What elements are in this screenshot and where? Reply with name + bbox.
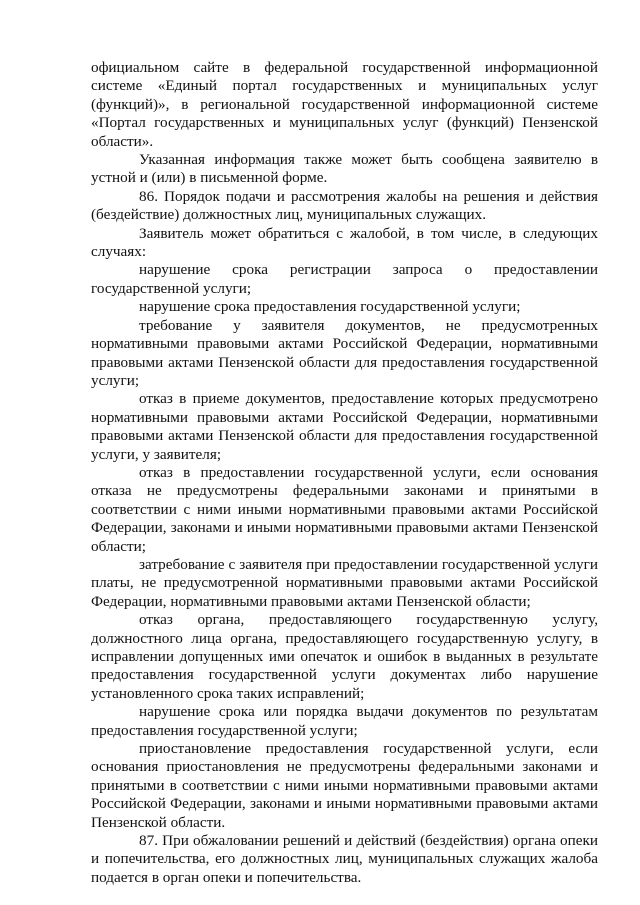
document-page: [91, 59, 598, 887]
list-item-service-refusal: отказ в предоставлении государственной услуги, если основания отказа не предусмотрены федеральными законами и принятыми в соответствии с ними иными нормативными правовыми актами Российской Федерации, законами и иными нормативными правовыми актами Пензенской области;: [91, 463, 598, 555]
list-item-fee-demand: затребование с заявителя при предоставлении государственной услуги платы, не предусмотренной нормативными правовыми актами Российской Федерации, нормативными правовыми актами Пензенской области;: [91, 555, 598, 610]
list-item-term-violation: нарушение срока предоставления государственной услуги;: [139, 298, 521, 316]
list-item-registration-violation: нарушение срока регистрации запроса о предоставлении государственной услуги;: [91, 261, 598, 297]
list-item-correction-refusal: отказ органа, предоставляющего государственную услугу, должностного лица органа, предоставляющего государственную услугу, в исправлении допущенных ими опечаток и ошибок в выданных в результате предоставления государственной услуги документах либо нарушение установленного срока таких исправлений;: [91, 611, 598, 702]
paragraph-info-notice: Указанная информация также может быть сообщена заявителю в устной и (или) в письменной форме.: [91, 151, 598, 187]
list-item-suspension: приостановление предоставления государственной услуги, если основания приостановления не предусмотрены федеральными законами и принятыми в соответствии с ними иными нормативными правовыми актами Российской Федерации, законами и иными нормативными правовыми актами Пензенской области.: [91, 740, 598, 831]
paragraph-complaint-cases: Заявитель может обратиться с жалобой, в том числе, в следующих случаях:: [91, 224, 598, 261]
list-item-document-requirement: требование у заявителя документов, не предусмотренных нормативными правовыми актами Российской Федерации, нормативными правовыми актами Пензенской области для предоставления государственной услуги;: [91, 316, 598, 389]
list-item-issuance-violation: нарушение срока или порядка выдачи документов по результатам предоставления государственной услуги;: [91, 703, 598, 739]
paragraph-item-87: 87. При обжаловании решений и действий (бездействия) органа опеки и попечительства, его должностных лиц, муниципальных служащих жалоба подается в орган опеки и попечительства.: [91, 832, 598, 886]
paragraph-item-86: 86. Порядок подачи и рассмотрения жалобы на решения и действия (бездействие) должностных лиц, муниципальных служащих.: [91, 187, 598, 224]
paragraph-continuation: официальном сайте в федеральной государственной информационной системе «Единый портал государственных и муниципальных услуг (функций)», в региональной государственной информационной системе «Портал государственных и муниципальных услуг (функций) Пензенской области».: [91, 59, 598, 150]
list-item-acceptance-refusal: отказ в приеме документов, предоставление которых предусмотрено нормативными правовыми актами Российской Федерации, нормативными правовыми актами Пензенской области для предоставления государственной услуги, у заявителя;: [91, 390, 598, 463]
